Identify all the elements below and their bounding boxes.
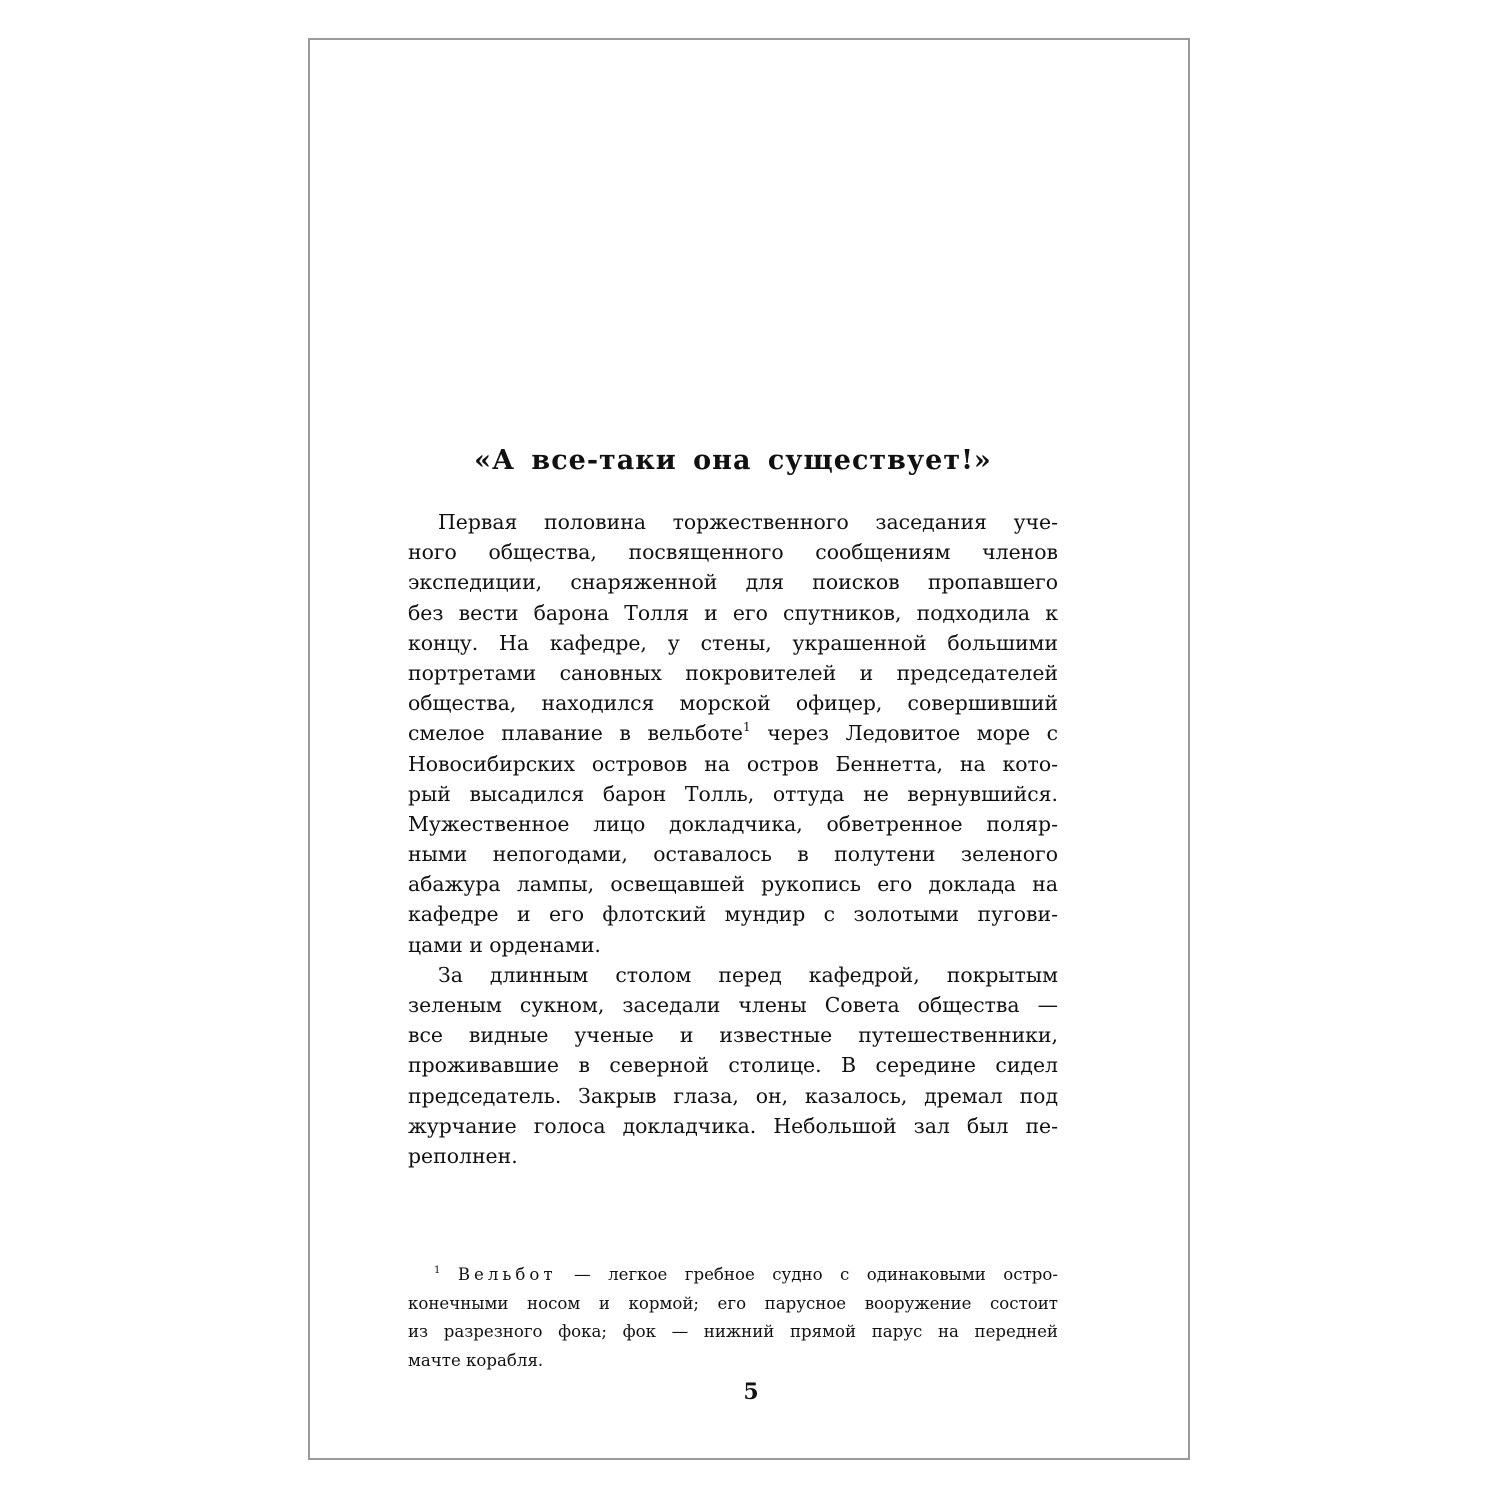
text-line: все видные ученые и известные путешественники, bbox=[408, 1023, 1058, 1048]
chapter-title: «А все-таки она существует!» bbox=[474, 445, 992, 476]
footnote-text: — легкое гребное судно с одинаковыми остро- bbox=[556, 1265, 1058, 1284]
text-line: Новосибирских островов на остров Беннетта, на кото- bbox=[408, 751, 1058, 776]
text-line: председатель. Закрыв глаза, он, казалось, дремал под bbox=[408, 1083, 1058, 1108]
text-line: За длинным столом перед кафедрой, покрытым bbox=[438, 962, 1058, 987]
text-segment: через Ледовитое море с bbox=[750, 721, 1058, 746]
main-text bbox=[408, 507, 1058, 1171]
book-page bbox=[308, 38, 1190, 1460]
text-line: Мужественное лицо докладчика, обветренное поляр- bbox=[408, 811, 1058, 836]
text-line: экспедиции, снаряженной для поисков пропавшего bbox=[408, 570, 1058, 595]
text-line: журчание голоса докладчика. Небольшой зал был пе- bbox=[408, 1113, 1058, 1138]
text-line bbox=[408, 718, 1058, 748]
text-segment: смелое плавание в вельботе bbox=[408, 721, 743, 746]
text-line: кафедре и его флотский мундир с золотыми пугови- bbox=[408, 902, 1058, 927]
text-line: портретами сановных покровителей и председателей bbox=[408, 660, 1058, 685]
text-line: рый высадился барон Толль, оттуда не вернувшийся. bbox=[408, 781, 1058, 806]
text-line: ными непогодами, оставалось в полутени зеленого bbox=[408, 842, 1058, 867]
text-line: ного общества, посвященного сообщениям членов bbox=[408, 540, 1058, 565]
text-line: реполнен. bbox=[408, 1143, 518, 1168]
footnote-reference[interactable]: 1 bbox=[742, 720, 751, 735]
footnote-line bbox=[408, 1261, 1058, 1290]
paragraph bbox=[408, 960, 1058, 1171]
footnote-line: конечными носом и кормой; его парусное вооружение состоит bbox=[408, 1293, 1058, 1313]
footnote bbox=[408, 1261, 1058, 1375]
footnote-line: из разрезного фока; фок — нижний прямой парус на передней bbox=[408, 1322, 1058, 1341]
text-line: Первая половина торжественного заседания уче- bbox=[438, 510, 1058, 534]
text-line: концу. На кафедре, у стены, украшенной большими bbox=[408, 630, 1058, 655]
text-line: цами и орденами. bbox=[408, 932, 601, 957]
page-number: 5 bbox=[743, 1379, 759, 1405]
text-line: общества, находился морской офицер, совершивший bbox=[408, 691, 1058, 716]
paragraph bbox=[408, 507, 1058, 960]
footnote-term: Вельбот bbox=[457, 1265, 557, 1284]
text-line: зеленым сукном, заседали члены Совета общества — bbox=[408, 993, 1058, 1017]
text-line: абажура лампы, освещавшей рукопись его доклада на bbox=[408, 872, 1058, 897]
footnote-line: мачте корабля. bbox=[408, 1350, 544, 1370]
footnote-marker: 1 bbox=[434, 1265, 441, 1276]
text-line: проживавшие в северной столице. В середине сидел bbox=[408, 1053, 1058, 1078]
text-line: без вести барона Толля и его спутников, подходила к bbox=[408, 600, 1058, 625]
